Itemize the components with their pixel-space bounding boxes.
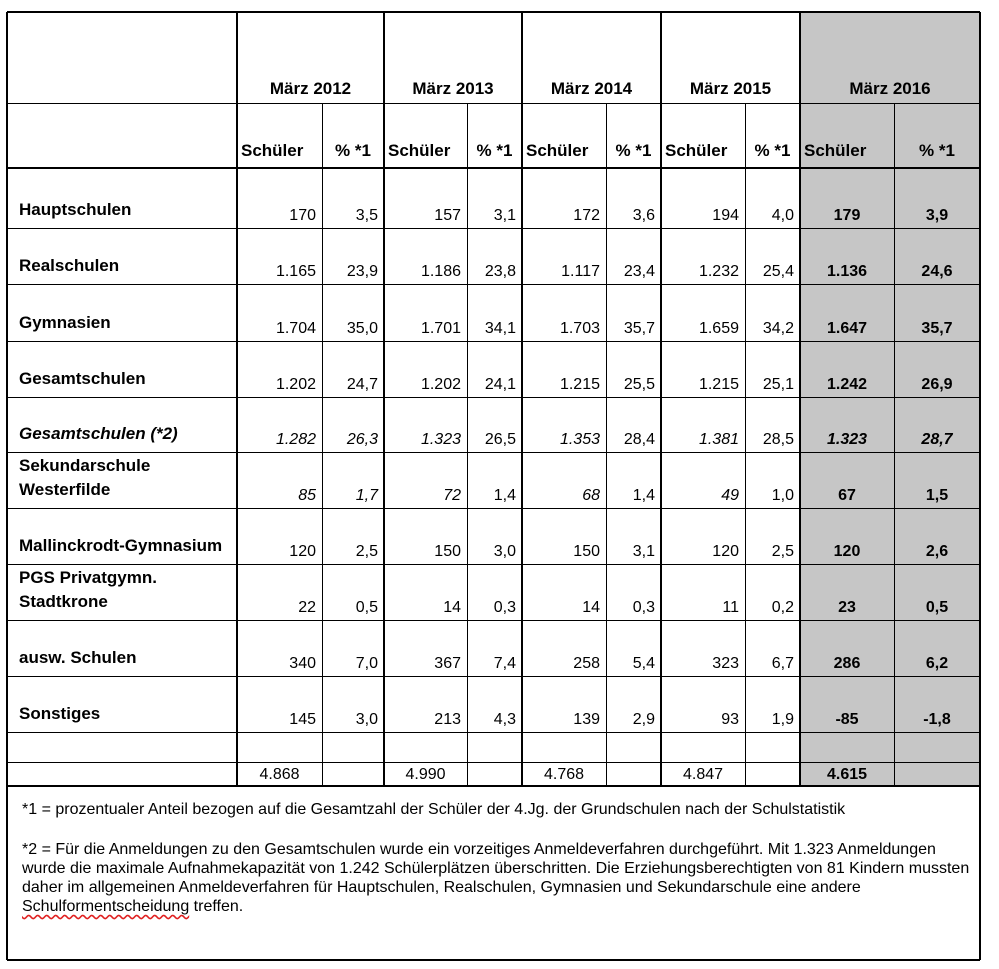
students-value: 213 xyxy=(434,711,461,728)
percent-value: 4,0 xyxy=(771,207,794,224)
percent-value: 1,4 xyxy=(632,487,655,504)
students-value: 323 xyxy=(712,655,739,672)
percent-value: 2,5 xyxy=(771,543,794,560)
year-header: März 2012 xyxy=(269,79,352,98)
percent-value: 0,3 xyxy=(493,599,516,616)
students-value: 157 xyxy=(434,207,461,224)
percent-value: -1,8 xyxy=(923,711,951,728)
year-header: März 2015 xyxy=(689,79,772,98)
students-value: 194 xyxy=(712,207,739,224)
percent-value: 2,5 xyxy=(355,543,378,560)
students-value: 1.282 xyxy=(275,431,316,448)
students-value: 1.202 xyxy=(420,376,461,393)
percent-value: 0,5 xyxy=(925,599,949,616)
percent-value: 7,0 xyxy=(355,655,378,672)
footnotes xyxy=(22,800,982,916)
students-header: Schüler xyxy=(804,141,867,160)
students-value: 170 xyxy=(289,207,316,224)
students-value: 1.202 xyxy=(275,376,316,393)
footnote-1: *1 = prozentualer Anteil bezogen auf die Gesamtzahl der Schüler der 4.Jg. der Grundschulen nach der Schulstatistik xyxy=(22,801,846,818)
percent-value: 0,2 xyxy=(771,599,794,616)
students-value: 1.215 xyxy=(698,376,739,393)
percent-value: 34,2 xyxy=(762,320,794,337)
students-value: 1.353 xyxy=(559,431,600,448)
percent-value: 7,4 xyxy=(493,655,516,672)
students-header: Schüler xyxy=(665,141,728,160)
students-value: 150 xyxy=(434,543,461,560)
row-label: Gesamtschulen (*2) xyxy=(19,424,178,443)
percent-value: 3,0 xyxy=(355,711,378,728)
percent-value: 26,9 xyxy=(921,376,953,393)
students-value: 1.117 xyxy=(561,263,600,280)
percent-value: 4,3 xyxy=(493,711,516,728)
students-value: 1.165 xyxy=(275,263,316,280)
percent-value: 3,1 xyxy=(493,207,516,224)
footnote-2-text: *2 = Für die Anmeldungen zu den Gesamtschulen wurde ein vorzeitiges Anmeldeverfahren durchgeführt. Mit 1.323 Anmeldungen wurde die maximale Aufnahmekapazität von 1.242 Schülerplätzen überschritten. Die Erziehungsberechtigten von 81 Kindern mussten daher im allgemeinen Anmeldeverfahren für Hauptschulen, Realschulen, Gymnasien und Sekundarschule eine andere xyxy=(22,841,970,896)
students-value: 340 xyxy=(289,655,316,672)
students-value: 93 xyxy=(721,711,739,728)
percent-value: 25,5 xyxy=(623,376,655,393)
percent-value: 2,9 xyxy=(632,711,655,728)
percent-header: % *1 xyxy=(754,141,791,160)
percent-header: % *1 xyxy=(476,141,513,160)
row-label: ausw. Schulen xyxy=(19,648,137,667)
students-value: 1.701 xyxy=(420,320,461,337)
students-value: -85 xyxy=(835,711,859,728)
row-label: Sekundarschule Westerfilde xyxy=(19,456,151,499)
percent-value: 35,7 xyxy=(921,320,953,337)
percent-value: 0,5 xyxy=(355,599,378,616)
percent-value: 24,1 xyxy=(484,376,516,393)
footnote-2-end: treffen. xyxy=(189,898,244,915)
row-label: Gesamtschulen xyxy=(19,369,146,388)
percent-value: 24,7 xyxy=(346,376,378,393)
students-value: 367 xyxy=(434,655,461,672)
percent-value: 5,4 xyxy=(632,655,655,672)
students-value: 1.647 xyxy=(826,320,868,337)
percent-value: 25,1 xyxy=(762,376,794,393)
percent-value: 1,9 xyxy=(771,711,794,728)
page-bottom-border xyxy=(7,959,980,961)
students-value: 120 xyxy=(712,543,739,560)
percent-header: % *1 xyxy=(919,141,955,160)
percent-header: % *1 xyxy=(615,141,652,160)
percent-value: 28,4 xyxy=(623,431,655,448)
students-value: 11 xyxy=(722,599,739,616)
students-value: 14 xyxy=(582,599,600,616)
row-label: Gymnasien xyxy=(19,313,111,332)
row-label: Sonstiges xyxy=(19,704,101,723)
spellcheck-word: Schulformentscheidung xyxy=(22,898,190,915)
percent-value: 1,7 xyxy=(355,487,378,504)
students-value: 145 xyxy=(289,711,316,728)
percent-value: 3,6 xyxy=(632,207,655,224)
percent-header: % *1 xyxy=(335,141,371,160)
percent-value: 3,0 xyxy=(493,543,516,560)
total-value: 4.868 xyxy=(259,766,300,783)
year-header: März 2016 xyxy=(849,79,931,98)
students-value: 68 xyxy=(582,487,600,504)
row-label: PGS Privatgymn. Stadtkrone xyxy=(19,568,157,611)
students-value: 139 xyxy=(573,711,600,728)
year-header: März 2014 xyxy=(550,79,633,98)
percent-value: 25,4 xyxy=(762,263,794,280)
students-value: 49 xyxy=(721,487,739,504)
students-value: 72 xyxy=(443,487,461,504)
year-header: März 2013 xyxy=(412,79,494,98)
percent-value: 34,1 xyxy=(484,320,516,337)
students-value: 1.232 xyxy=(698,263,739,280)
percent-value: 35,0 xyxy=(346,320,378,337)
students-value: 1.323 xyxy=(420,431,461,448)
total-value: 4.847 xyxy=(682,766,724,783)
students-value: 1.215 xyxy=(559,376,600,393)
separator-line xyxy=(7,732,980,733)
percent-value: 26,5 xyxy=(484,431,516,448)
students-value: 258 xyxy=(573,655,600,672)
percent-value: 3,9 xyxy=(925,207,949,224)
students-value: 120 xyxy=(289,543,316,560)
students-value: 1.323 xyxy=(826,431,868,448)
percent-value: 3,1 xyxy=(632,543,655,560)
students-value: 150 xyxy=(573,543,600,560)
students-value: 23 xyxy=(838,599,856,616)
percent-value: 6,2 xyxy=(925,655,949,672)
row-label: Realschulen xyxy=(19,256,120,275)
students-value: 85 xyxy=(298,487,316,504)
students-value: 67 xyxy=(838,487,856,504)
students-value: 1.703 xyxy=(559,320,600,337)
students-value: 286 xyxy=(833,655,861,672)
students-value: 14 xyxy=(443,599,461,616)
students-value: 1.381 xyxy=(698,431,739,448)
percent-value: 28,7 xyxy=(921,431,953,448)
percent-value: 3,5 xyxy=(355,207,378,224)
students-value: 22 xyxy=(298,599,316,616)
students-header: Schüler xyxy=(526,141,589,160)
percent-value: 2,6 xyxy=(925,543,949,560)
percent-value: 23,9 xyxy=(346,263,378,280)
row-label: Hauptschulen xyxy=(19,200,132,219)
row-label: Mallinckrodt-Gymnasium xyxy=(19,536,223,555)
percent-value: 26,3 xyxy=(346,431,378,448)
total-value: 4.768 xyxy=(543,766,585,783)
total-value: 4.615 xyxy=(826,766,868,783)
students-value: 179 xyxy=(833,207,861,224)
percent-value: 23,4 xyxy=(623,263,655,280)
percent-value: 1,0 xyxy=(771,487,794,504)
percent-value: 6,7 xyxy=(771,655,794,672)
students-header: Schüler xyxy=(388,141,451,160)
students-value: 1.704 xyxy=(275,320,316,337)
percent-value: 35,7 xyxy=(623,320,655,337)
students-value: 1.186 xyxy=(420,263,461,280)
students-value: 1.136 xyxy=(826,263,868,280)
percent-value: 23,8 xyxy=(484,263,516,280)
percent-value: 0,3 xyxy=(632,599,655,616)
percent-value: 28,5 xyxy=(762,431,794,448)
students-value: 1.659 xyxy=(698,320,739,337)
students-value: 172 xyxy=(573,207,600,224)
students-value: 120 xyxy=(833,543,861,560)
total-value: 4.990 xyxy=(405,766,446,783)
students-value: 1.242 xyxy=(826,376,868,393)
students-header: Schüler xyxy=(241,141,304,160)
percent-value: 24,6 xyxy=(921,263,953,280)
footnote-2 xyxy=(22,840,982,916)
percent-value: 1,4 xyxy=(493,487,516,504)
percent-value: 1,5 xyxy=(925,487,949,504)
